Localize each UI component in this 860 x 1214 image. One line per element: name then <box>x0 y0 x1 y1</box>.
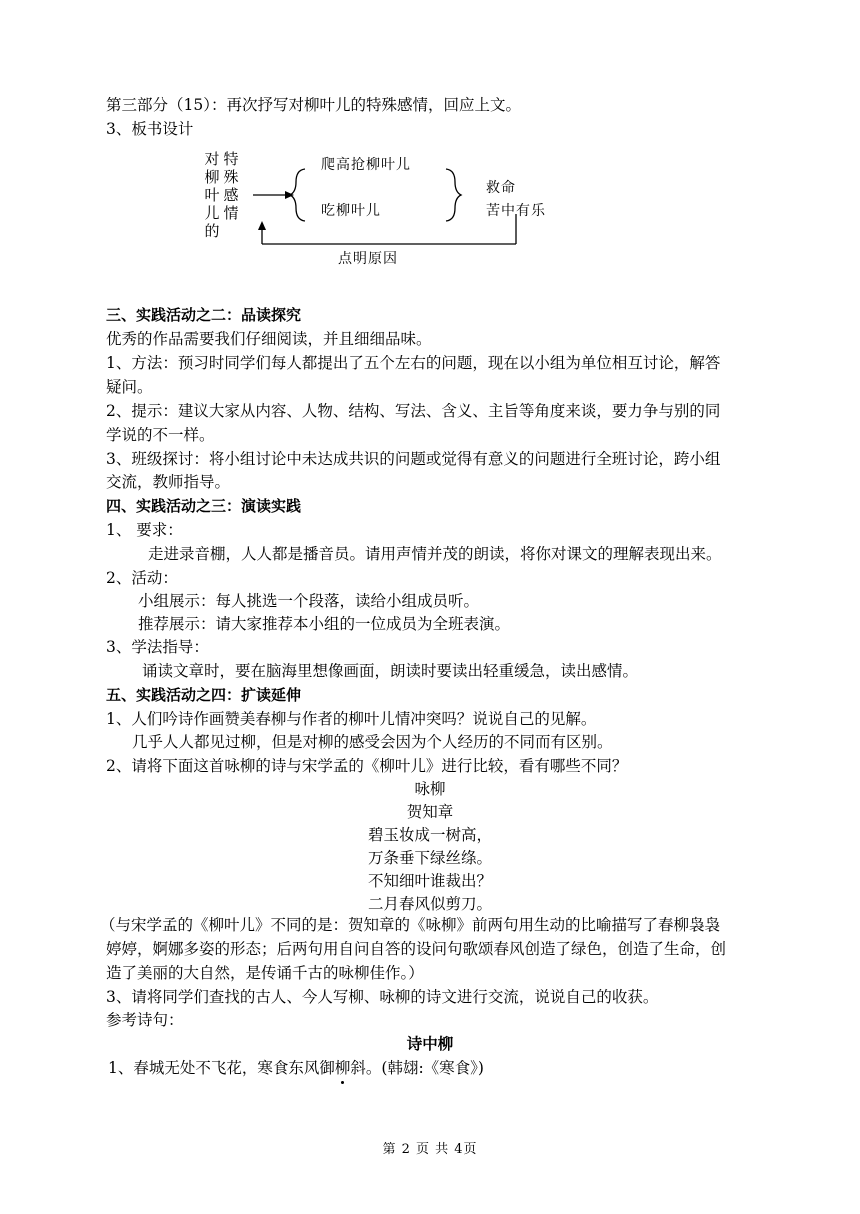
section-5-heading: 五、实践活动之四：扩读延伸 <box>106 686 302 704</box>
sec3-p1b: 疑问。 <box>106 378 153 396</box>
sec4-r3: 3、学法指导： <box>106 638 209 656</box>
board-diagram <box>200 150 580 280</box>
board-left-col1: 对柳叶儿的 <box>204 150 220 240</box>
sec3-p2a: 2、提示：建议大家从内容、人物、结构、写法、含义、主旨等角度来谈，要力争与别的同 <box>106 402 721 420</box>
sec5-q1: 1、人们吟诗作画赞美春柳与作者的柳叶儿情冲突吗？说说自己的见解。 <box>106 710 597 728</box>
sec4-r2a: 小组展示：每人挑选一个段落，读给小组成员听。 <box>138 592 480 610</box>
poem-quote-1-start: 1、春城无处不飞花，寒食东风御 <box>108 1059 335 1077</box>
poem-title: 咏柳 <box>414 780 446 798</box>
sec4-r3-text: 诵读文章时，要在脑海里想像画面，朗读时要读出轻重缓急，读出感情。 <box>142 662 639 680</box>
sec4-r2: 2、活动： <box>106 569 178 587</box>
sec3-p3b: 交流，教师指导。 <box>106 473 231 491</box>
poem-quote-1-end: 斜。(韩翃:《寒食》) <box>350 1059 484 1077</box>
poem-line-3: 不知细叶谁裁出？ <box>367 872 492 890</box>
sec5-q2: 2、请将下面这首咏柳的诗与宋学孟的《柳叶儿》进行比较，看有哪些不同？ <box>106 757 628 775</box>
board-title: 3、板书设计 <box>106 120 194 138</box>
sec5-q3: 3、请将同学们查找的古人、今人写柳、咏柳的诗文进行交流，说说自己的收获。 <box>106 988 659 1006</box>
sec5-q1-answer: 几乎人人都见过柳，但是对柳的感受会因为个人经历的不同而有区别。 <box>132 733 613 751</box>
section-4-heading: 四、实践活动之三：演读实践 <box>106 497 302 515</box>
board-item-1: 爬高抢柳叶儿 <box>321 157 411 173</box>
sec3-p1a: 1、方法：预习时同学们每人都提出了五个左右的问题，现在以小组为单位相互讨论，解答 <box>106 354 721 372</box>
sec3-p3a: 3、班级探讨：将小组讨论中未达成共识的问题或觉得有意义的问题进行全班讨论，跨小组 <box>106 450 721 468</box>
section-3-heading: 三、实践活动之二：品读探究 <box>106 306 302 324</box>
poems-title: 诗中柳 <box>406 1035 454 1053</box>
board-right-2: 苦中有乐 <box>486 203 546 219</box>
reference-label: 参考诗句： <box>106 1011 184 1029</box>
sec4-r1-text: 走进录音棚，人人都是播音员。请用声情并茂的朗读，将你对课文的理解表现出来。 <box>148 545 722 563</box>
board-item-2: 吃柳叶儿 <box>321 203 381 219</box>
comparison-note-1: （与宋学孟的《柳叶儿》不同的是：贺知章的《咏柳》前两句用生动的比喻描写了春柳袅袅 <box>100 916 721 934</box>
sec4-r2b: 推荐展示：请大家推荐本小组的一位成员为全班表演。 <box>138 615 511 633</box>
page-footer: 第 2 页 共 4页 <box>382 1142 478 1157</box>
poem-line-4: 二月春风似剪刀。 <box>367 895 492 913</box>
emphasis-char: 柳 <box>334 1059 351 1077</box>
poem-author: 贺知章 <box>406 803 454 821</box>
part3-text: 第三部分（15）：再次抒写对柳叶儿的特殊感情，回应上文。 <box>106 96 521 114</box>
sec3-intro: 优秀的作品需要我们仔细阅读，并且细细品味。 <box>106 330 432 348</box>
comparison-note-3: 造了美丽的大自然，是传诵千古的咏柳佳作。） <box>106 964 424 982</box>
sec3-p2b: 学说的不一样。 <box>106 426 215 444</box>
board-right-1: 救命 <box>486 180 516 196</box>
poem-line-2: 万条垂下绿丝绦。 <box>367 849 492 867</box>
poem-line-1: 碧玉妆成一树高， <box>367 826 492 844</box>
comparison-note-2: 婷婷，婀娜多姿的形态；后两句用自问自答的设问句歌颂春风创造了绿色，创造了生命，创 <box>106 940 727 958</box>
poem-quote-1 <box>108 1057 484 1079</box>
board-left-col2: 特殊感情 <box>223 150 239 222</box>
board-bottom: 点明原因 <box>338 251 398 267</box>
sec4-r1: 1、 要求： <box>106 521 183 539</box>
